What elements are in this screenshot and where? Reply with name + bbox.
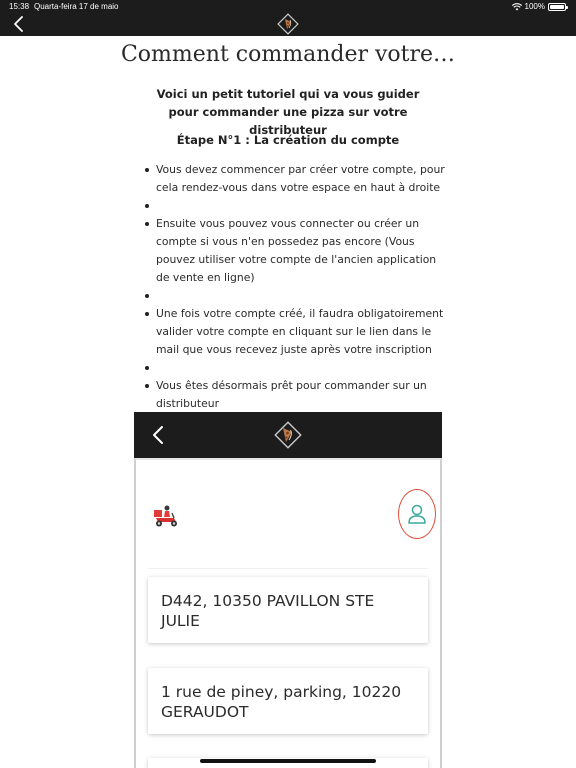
list-item-empty [145, 287, 445, 305]
pizza-logo-icon [277, 13, 299, 35]
battery-fill [550, 5, 564, 9]
list-item: Ensuite vous pouvez vous connecter ou créer un compte si vous n'en possedez pas encore (Vous pouvez utiliser votre compte de l'ancien application de vente en ligne) [145, 215, 445, 287]
status-right [512, 2, 566, 11]
step-title: Étape N°1 : La création du compte [176, 133, 400, 147]
instruction-list [145, 161, 445, 413]
top-navigation-bar [0, 0, 576, 36]
status-bar [0, 0, 576, 14]
tutorial-screenshot [134, 412, 442, 768]
address-card: D442, 10350 PAVILLON STE JULIE [148, 577, 428, 643]
intro-text: Voici un petit tutoriel qui va vous guider pour commander une pizza sur votre distributeur [156, 87, 420, 137]
list-item: Vous êtes désormais prêt pour commander sur un distributeur [145, 377, 445, 413]
list-item: Une fois votre compte créé, il faudra obligatoirement valider votre compte en cliquant sur le lien dans le mail que vous recevez juste après votre inscription [145, 305, 445, 359]
delivery-scooter-icon [152, 504, 180, 528]
list-item: Vous devez commencer par créer votre compte, pour cela rendez-vous dans votre espace en haut à droite [145, 161, 445, 197]
chevron-left-icon[interactable] [9, 14, 29, 34]
list-item-empty [145, 197, 445, 215]
battery-icon [548, 3, 566, 11]
page-title: Comment commander votre… [120, 42, 456, 67]
address-card: 1 rue de piney, parking, 10220 GERAUDOT [148, 668, 428, 734]
status-date: Quarta-feira 17 de maio [34, 2, 119, 11]
battery-percentage: 100% [524, 2, 545, 11]
pizza-logo-icon [273, 420, 303, 450]
screenshot-navigation-bar [134, 412, 442, 458]
wifi-icon [512, 3, 522, 11]
user-profile-icon [407, 503, 427, 525]
status-time: 15:38 [9, 2, 30, 11]
list-item-empty [145, 359, 445, 377]
chevron-left-icon [148, 424, 168, 446]
divider [148, 568, 428, 569]
home-indicator [200, 759, 376, 763]
